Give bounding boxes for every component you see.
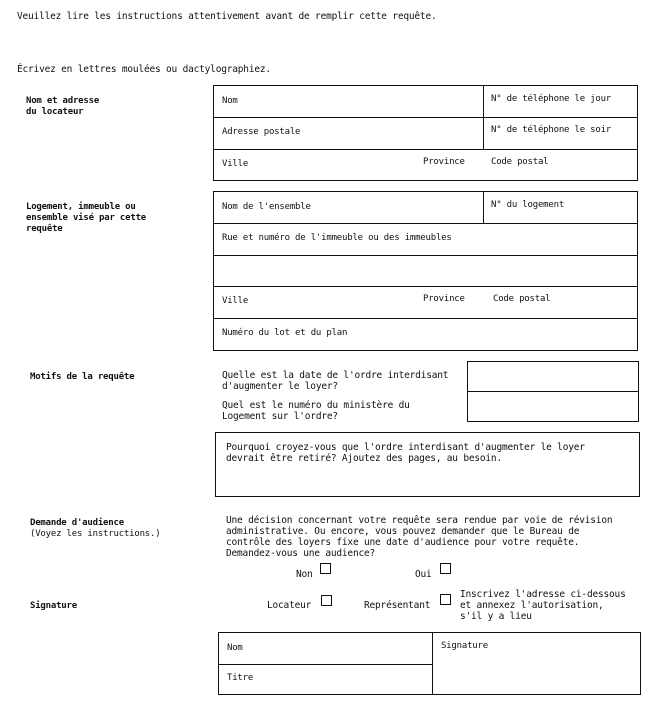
- reasons-textarea[interactable]: [215, 432, 640, 497]
- section-hearing-label-line2: (Voyez les instructions.): [30, 529, 161, 539]
- hearing-text-line2: administrative. Ou encore, vous pouvez demander que le Bureau de: [226, 526, 580, 537]
- landlord-evening-phone-field[interactable]: N° de téléphone le soir: [491, 125, 612, 135]
- representative-role-label: Représentant: [364, 600, 431, 611]
- section-unit-label-line1: Logement, immeuble ou: [26, 202, 136, 212]
- lot-plan-field[interactable]: Numéro du lot et du plan: [222, 328, 348, 338]
- ministry-number-question-line2: Logement sur l'ordre?: [222, 411, 338, 422]
- order-date-question: [222, 370, 448, 392]
- unit-province-field[interactable]: Province: [423, 294, 465, 304]
- section-reasons-label: Motifs de la requête: [30, 372, 135, 382]
- landlord-box: [213, 85, 638, 181]
- reasons-prompt-line2: devrait être retiré? Ajoutez des pages, au besoin.: [226, 453, 502, 464]
- hearing-text-line3: contrôle des loyers fixe une date d'audience pour votre requête.: [226, 537, 580, 548]
- signature-field[interactable]: Signature: [441, 641, 488, 651]
- landlord-role-label: Locateur: [267, 600, 312, 611]
- section-hearing-label-line1: Demande d'audience: [30, 518, 124, 528]
- section-landlord-label: [26, 96, 99, 118]
- unit-box: [213, 191, 638, 351]
- section-signature-label: Signature: [30, 601, 77, 611]
- order-date-question-line2: d'augmenter le loyer?: [222, 381, 338, 392]
- unit-postal-code-field[interactable]: Code postal: [493, 294, 551, 304]
- reasons-prompt: [226, 442, 585, 464]
- representative-note: [460, 589, 626, 622]
- complex-name-field[interactable]: Nom de l'ensemble: [222, 202, 311, 212]
- section-unit-label-line2: ensemble visé par cette: [26, 213, 147, 223]
- street-address-field[interactable]: Rue et numéro de l'immeuble ou des immeubles: [222, 233, 452, 243]
- order-date-question-line1: Quelle est la date de l'ordre interdisant: [222, 370, 449, 381]
- representative-note-line1: Inscrivez l'adresse ci-dessous: [460, 589, 626, 600]
- hearing-no-checkbox[interactable]: [320, 563, 331, 574]
- section-hearing-label: [30, 518, 160, 540]
- signer-name-field[interactable]: Nom: [227, 643, 243, 653]
- representative-note-line3: s'il y a lieu: [460, 611, 532, 622]
- section-unit-label: [26, 202, 146, 235]
- landlord-postal-code-field[interactable]: Code postal: [491, 157, 549, 167]
- reasons-prompt-line1: Pourquoi croyez-vous que l'ordre interdisant d'augmenter le loyer: [226, 442, 585, 453]
- print-instruction: Écrivez en lettres moulées ou dactylographiez.: [17, 64, 271, 75]
- section-landlord-label-line2: du locateur: [26, 107, 84, 117]
- landlord-city-field[interactable]: Ville: [222, 159, 249, 169]
- signature-box: [218, 632, 641, 695]
- landlord-day-phone-field[interactable]: N° de téléphone le jour: [491, 94, 612, 104]
- hearing-text-line1: Une décision concernant votre requête sera rendue par voie de révision: [226, 515, 613, 526]
- order-date-field[interactable]: [467, 361, 639, 392]
- hearing-text-line4: Demandez-vous une audience?: [226, 548, 376, 559]
- representative-note-line2: et annexez l'autorisation,: [460, 600, 604, 611]
- hearing-no-label: Non: [296, 569, 313, 580]
- unit-city-field[interactable]: Ville: [222, 296, 249, 306]
- hearing-yes-checkbox[interactable]: [440, 563, 451, 574]
- hearing-yes-label: Oui: [415, 569, 432, 580]
- ministry-number-question-line1: Quel est le numéro du ministère du: [222, 400, 410, 411]
- representative-role-checkbox[interactable]: [440, 594, 451, 605]
- intro-text: Veuillez lire les instructions attentivement avant de remplir cette requête.: [17, 11, 437, 22]
- ministry-number-field[interactable]: [467, 391, 639, 422]
- ministry-number-question: [222, 400, 410, 422]
- hearing-text: [226, 515, 612, 559]
- landlord-address-field[interactable]: Adresse postale: [222, 127, 301, 137]
- signer-title-field[interactable]: Titre: [227, 673, 254, 683]
- section-landlord-label-line1: Nom et adresse: [26, 96, 100, 106]
- landlord-role-checkbox[interactable]: [321, 595, 332, 606]
- landlord-name-field[interactable]: Nom: [222, 96, 238, 106]
- landlord-province-field[interactable]: Province: [423, 157, 465, 167]
- unit-number-field[interactable]: N° du logement: [491, 200, 565, 210]
- section-unit-label-line3: requête: [26, 224, 63, 234]
